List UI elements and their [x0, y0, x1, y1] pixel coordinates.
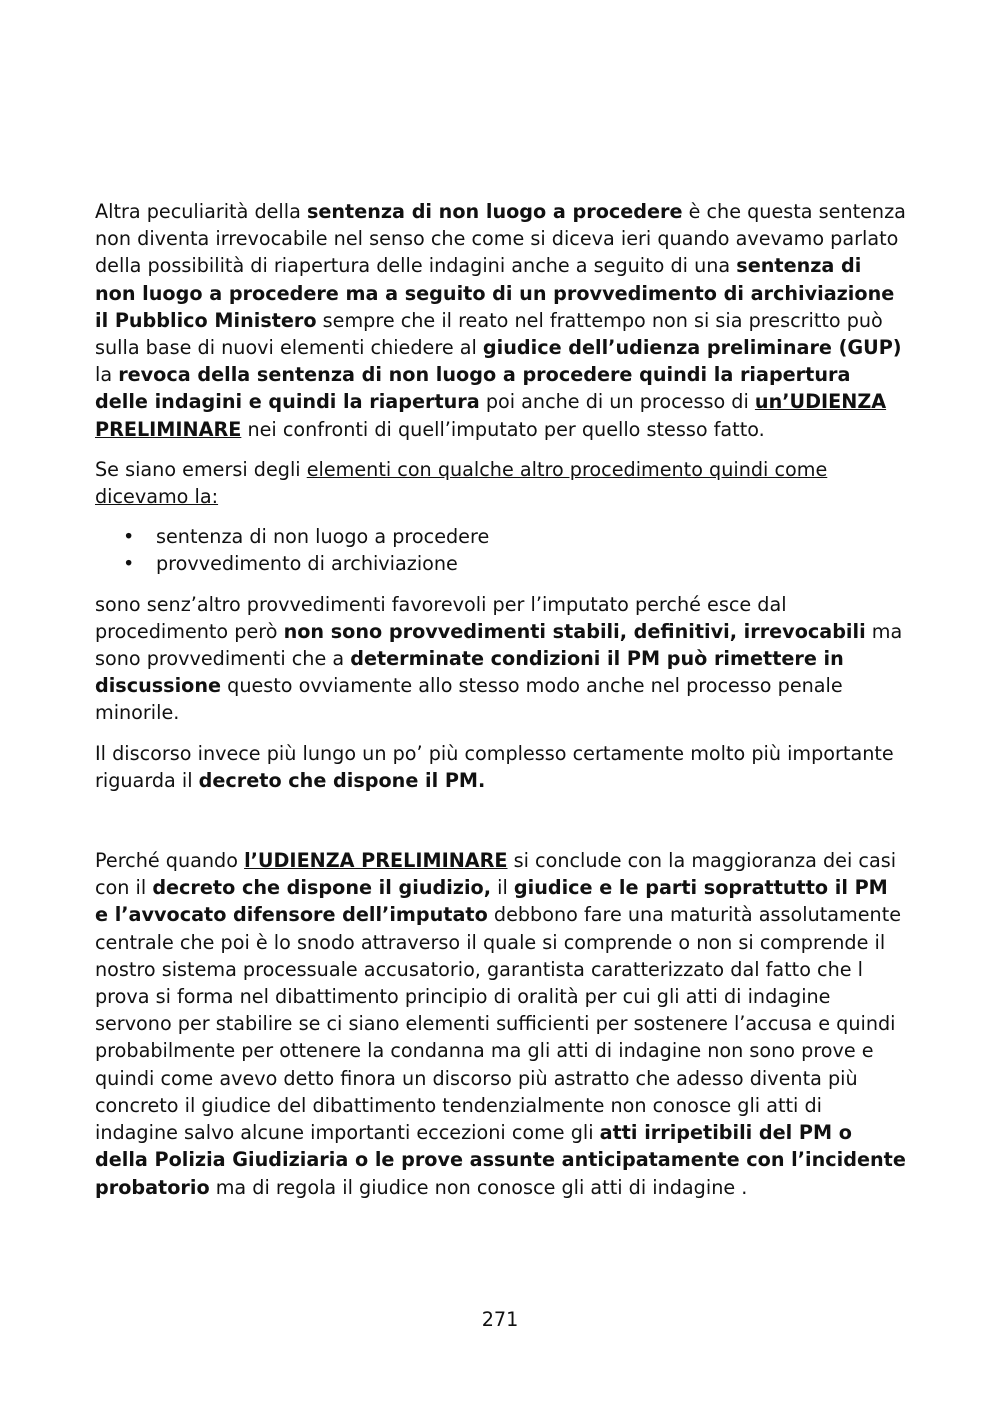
bold-text: revoca della sentenza di non luogo a procedere quindi la riapertura delle indagini e quindi la riapertura	[95, 363, 851, 414]
text-run: Se siano emersi degli	[95, 457, 307, 481]
bold-text: non sono provvedimenti stabili, definitivi, irrevocabili	[283, 619, 866, 643]
text-run: la	[95, 363, 119, 387]
paragraph-provvedimenti	[95, 591, 907, 727]
text-run: si conclude con la maggioranza dei casi con il	[95, 849, 897, 900]
text-run: Il discorso invece più lungo un po’ più complesso certamente molto più importante riguarda il	[95, 741, 894, 792]
list-item	[95, 523, 907, 550]
paragraph-decreto	[95, 740, 907, 794]
text-run: è che questa sentenza non diventa irrevocabile nel senso che come si diceva ieri quando avevamo parlato della possibilità di riapertura delle indagini anche a seguito di una	[95, 200, 906, 278]
bold-text: giudice dell’udienza preliminare (GUP)	[482, 336, 902, 360]
paragraph-udienza-preliminare	[95, 847, 907, 1201]
text-run: Altra peculiarità della	[95, 200, 307, 223]
underlined-text: elementi con qualche altro procedimento quindi come dicevamo la:	[95, 457, 828, 509]
list-item-text: sentenza di non luogo a procedere	[156, 525, 490, 549]
bullet-icon: •	[123, 525, 135, 549]
document-body	[95, 198, 907, 1214]
text-run: Perché quando	[95, 849, 245, 873]
text-run: ma sono provvedimenti che a	[95, 619, 903, 671]
text-run: il	[491, 876, 514, 900]
text-run: sempre che il reato nel frattempo non si sia prescritto può sulla base di nuovi elementi chiedere al	[95, 308, 883, 360]
bold-underlined-text: un’UDIENZA	[754, 390, 887, 414]
paragraph-revoca-sentenza	[95, 198, 907, 443]
text-run: nei confronti di quell’imputato per quello stesso fatto.	[241, 417, 765, 441]
bold-text: atti irripetibili del PM o della Polizia Giudiziaria o le prove assunte anticipatamente con l’incidente probatorio	[95, 1121, 906, 1199]
bold-text: decreto che dispone il giudizio,	[152, 876, 492, 900]
bullet-icon: •	[123, 552, 135, 576]
bold-underlined-text: PRELIMINARE	[95, 417, 242, 441]
bullet-list	[95, 523, 907, 577]
text-run: debbono fare una maturità assolutamente centrale che poi è lo snodo attraverso il quale si comprende o non si comprende il nostro sistema processuale accusatorio, garantista caratterizzato dal fatto che l prova si forma nel dibattimento principio di oralità per cui gli atti di indagine servono per stabilire se ci siano elementi sufficienti per sostenere l’accusa e quindi probabilmente per ottenere la condanna ma gli atti di indagine non sono prove e quindi come avevo detto finora un discorso più astratto che adesso diventa più concreto il giudice del dibattimento tendenzialmente non conosce gli atti di indagine salvo alcune importanti eccezioni come gli	[95, 903, 902, 1145]
bold-underlined-text: l’UDIENZA PRELIMINARE	[244, 849, 508, 873]
bold-text: decreto che dispone il PM.	[198, 768, 486, 792]
text-run: ma di regola il giudice non conosce gli atti di indagine .	[209, 1175, 748, 1199]
bold-text: determinate condizioni il PM può rimettere in discussione	[95, 647, 844, 698]
list-item-text: provvedimento di archiviazione	[156, 552, 458, 576]
bold-text: sentenza di non luogo a procedere	[306, 200, 683, 223]
paragraph-elementi	[95, 456, 907, 510]
page-number: 271	[481, 1308, 519, 1331]
text-run: questo ovviamente allo stesso modo anche nel processo penale minorile.	[95, 674, 843, 725]
text-run: sono senz’altro provvedimenti favorevoli per l’imputato perché esce dal procedimento però	[95, 592, 787, 643]
bold-text: giudice e le parti soprattutto il PM e l’avvocato difensore dell’imputato	[95, 876, 888, 927]
list-item	[95, 550, 907, 577]
text-run: poi anche di un processo di	[479, 390, 755, 414]
bold-text: sentenza di non luogo a procedere ma a seguito di un provvedimento di archiviazione il Pubblico Ministero	[95, 254, 895, 332]
